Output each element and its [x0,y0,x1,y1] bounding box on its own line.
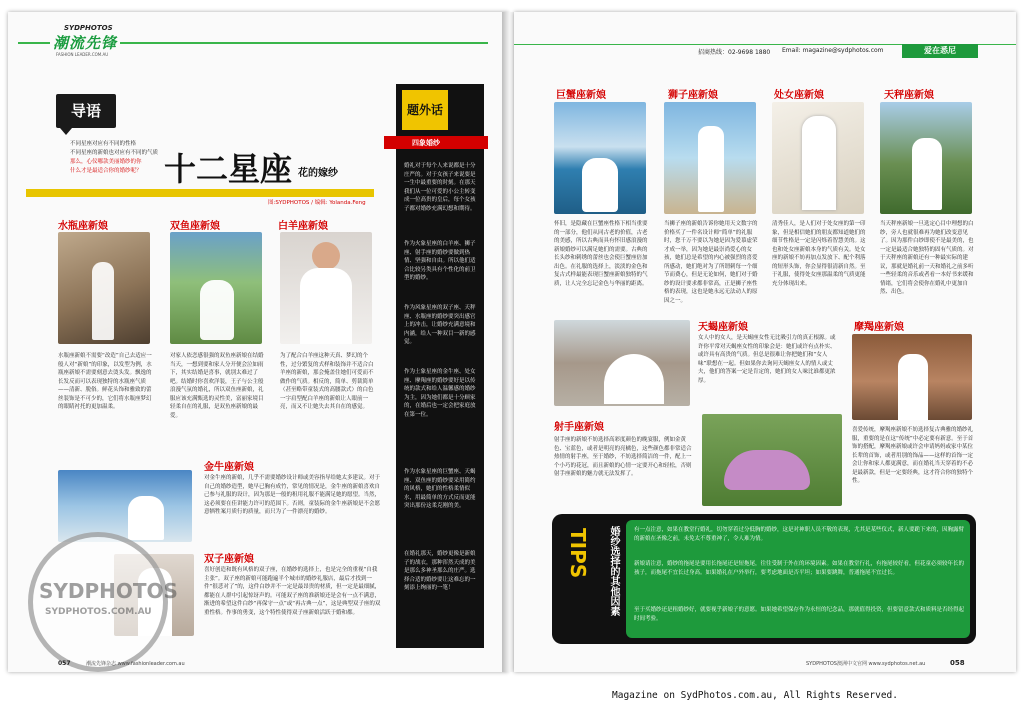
hotline: 招商热线：02-9698 1880 [698,49,771,56]
bride-dress-shape [92,262,114,340]
footer-right: SYDPHOTOS澳洲中文官网 www.sydphotos.net.au [806,661,926,667]
tips-vertical-title: 婚纱选择的其他因素 [608,526,619,616]
photo-virgo-bride [772,102,864,214]
section-title-libra: 天秤座新娘 [884,90,934,101]
sidebar-paragraph: 作为水象星座的巨蟹座、天蝎座、双鱼座的婚纱要采用简约的风格，她们的性格柔情似水，用最简单的方式反而更能突出那份这柔克刚的美。 [404,469,476,509]
section-title-sagittarius: 射手座新娘 [554,422,604,433]
intro-line: 什么才是最适合你的婚纱呢？ [70,168,142,174]
main-title: 十二星座 [164,150,293,188]
photo-capricorn-bride [852,334,972,420]
bride-dress-shape [912,138,942,210]
intro-line: 不同星座对应有不同的性格 [70,141,137,147]
section-title-aquarius: 水瓶座新娘 [58,221,108,232]
tips-label: TIPS [566,528,590,579]
section-title-aries: 白羊座新娘 [278,221,328,232]
photo-aries-bride [280,232,372,344]
photo-libra-bride [880,102,972,214]
intro-label: 导语 [56,94,116,128]
bride-dress-shape [128,496,164,540]
brand-small: SYDPHOTOS [64,24,113,32]
email: Email: magazine@sydphotos.com [782,47,884,54]
sidebar-paragraph: 作为土象星座的金牛座、处女座、摩羯座的婚纱要好是以传统的款式和给人温馨感的婚纱为主，因为她们都是十分顾家的，在婚后也一定会把家庭放在第一位。 [404,369,476,418]
bride-face-shape [312,242,340,270]
section-text-sagittarius: 射手座的新娘不妨选择高彩度颜色的晚宴服，例如金黄色、宝蓝色，或者是明亮的亮橘色，这些颜色都非常适合热情的射手座，至于婚纱，不妨选择简洁的一件，配上一个小巧的花冠，而且新娘的心情一定要开心和轻松，否则射手座新娘的魅力就无法发挥了。 [554,437,692,477]
tips-paragraph: 新娘请注意，婚纱的拖尾是要用长拖尾还是短拖尾，往往受制于外在的环境因素。如果在教堂行礼，有拖尾较好看，但花童必须较年长的孩子，而拖尾不宜长过身高。如果婚礼在户外举行，要考虑地面是否平坦；如果要跳舞，普通拖尾不宜过长。 [634,561,964,576]
section-text-aquarius: 水瓶座新娘不需要“改造”自己去适应一般人对“新娘”的印象，以发型为例，水瓶座新娘不需要刻意去烫头发。飘逸的长发反而可以表现独特的水瓶座气质——清新、脱俗。鲜花头饰和雅致的蕾丝装饰是不可少的，它们将水瓶座梦幻的眼睛衬托的更加温柔。 [58,353,152,410]
photo-scorpio-bride [554,320,690,406]
sidebar-ribbon: 四象婚纱 [412,139,440,147]
photo-sagittarius-bride [702,414,842,506]
page-number-right: 058 [950,659,965,667]
photo-taurus-bride [58,470,192,542]
section-title-virgo: 处女座新娘 [774,90,824,101]
sidebar-paragraph: 作为风象星座的双子座、天秤座、水瓶座的婚纱要突出感官上的冲击，让婚纱充满意境和内涵，给人一种双目一新的感觉。 [404,305,476,345]
section-title-leo: 狮子座新娘 [668,90,718,101]
section-title-capricorn: 摩羯座新娘 [854,322,904,333]
credit: 图:SYDPHOTOS / 编辑: Yolanda.Feng [268,200,366,206]
footer-left: 潮流先锋杂志 www.fashionleader.com.au [86,661,185,667]
magazine-spread [8,12,1016,672]
photo-pisces-bride [170,232,262,344]
section-title-pisces: 双鱼座新娘 [170,221,220,232]
section-text-virgo: 清秀佳人，是人们对于处女座的第一印象，但是相信她们的朋友都知道她们的细节性格是一定是闪烁着智慧美的。这也和处女座新娘本身的气质有关。处女座的新娘不妨再加点发放下、配个利落的短形头饰，你会显得很清新自然。至于礼服，使得处女座那温柔的气质更能充分体现出来。 [772,221,866,287]
bride-dress-shape [604,354,664,404]
sidebar-paragraph: 在婚礼那天，婚纱更像是新娘子的战衣，那种浑然天成的美是那么多神圣那么的庄严。选择合适的婚纱要让这难忘的一刻添上绚丽的一笔！ [404,551,476,591]
intro-line: 不同星座的新娘也对应有不同的气质 [70,150,159,156]
brand-logo: 潮流先锋 [50,32,120,53]
sidebar-paragraph: 婚礼对于每个人来说都是十分庄严的。对于女孩子来说要是一生中最重要的时刻。在那天我们从一位可爱的小公主转变成一位高贵的皇后，每个女孩子都对婚纱充满幻想和期待。 [404,163,476,212]
right-page [514,12,1016,672]
section-text-pisces: 对家人依恋感很强的双鱼座新娘在结婚当天，一想到要和家人分开便会泣如雨下，其实结婚是喜事，就别太难过了吧。结婚时你喜欢洋装，王子与公主般浪漫气氛的婚礼，所以双鱼座新娘，礼服应该充满甄选的灵性美，富丽家境目轻柔自在的礼服，是双鱼座新娘的最爱。 [170,353,264,419]
photo-cancer-bride [554,102,646,214]
section-tab: 爱在悉尼 [902,44,978,58]
photo-leo-bride [664,102,756,214]
section-text-leo: 当狮子座的新娘告诉你她用天文数字的价格买了一件名设计师“简单”的礼服时，您千万不要以为她是因为爱慕虚荣才成一举，因为她是最崇尚爱心的女孩，她们总是希望的内心被强烈的喜爱所感动，她们绝对为了所谓刺每一个细节而费心，但是无论如何，她们对于婚纱的设计要求都非常高，正是狮子座性格的表现，这也是她永远无法动人的原因之一。 [664,221,758,304]
bride-dress-shape [802,116,836,210]
section-text-gemini: 喜好创造和既有风格的双子座，在婚纱的选择上，也是完全的重视“自我主张”。双子座的新娘可能跑遍半个城市的婚纱礼服店，最后才找到一件“很悲对了”的，这件白纱并不一定是最昂贵的材质，但一定是最细腻，都能在人群中引起惊讶声的。可能双子座的准新娘还是会有一点不满意，渐进的希望这件白纱“再保守一点”或“再古典一点”，这是典型双子座的双重性格。作事的勇变，这个特性使得双子座新娘活跃于婚和都。 [204,567,381,616]
main-title-sub: 花的嫁纱 [298,168,338,179]
brand-sub: FASHION LEADER.COM.AU [56,52,109,57]
bride-dress-shape [724,450,810,490]
sidebar-paragraph: 作为火象星座的白羊座、狮子座、射手座的婚纱要做到热情、坚强和自由。所以他们适合比较另类具有个性化的前卫型的婚纱。 [404,241,476,281]
photo-aquarius-bride [58,232,150,344]
watermark-text: SYDPHOTOS [39,579,178,603]
section-text-capricorn: 喜爱传统，摩羯座新娘不妨选择复古典雅的婚纱礼服，重要的是在这“传统”中必定要有新意。至于首饰的搭配，摩羯座新娘或许会申请妈妈或家中某位长辈的首饰，或者用别的饰品——这样的首饰一定会让你和家人都更满意，而在婚礼当天穿着的不必是最新款，但是一定要经典，这才符合你的独特个性。 [852,427,974,484]
tips-paragraph: 至于买婚纱还是租婚纱好，就要视乎新娘子的意愿。如果她希望保存作为永恒的纪念品，那就值得投资，但要留意款式和质料是否经得起时间考验。 [634,607,964,622]
bride-dress-shape [300,268,352,344]
intro-pointer [60,128,72,135]
bride-dress-shape [898,354,928,420]
intro-line: 那么，心仪哪款美丽婚纱的你 [70,159,142,165]
section-title-cancer: 巨蟹座新娘 [556,90,606,101]
section-text-taurus: 对金牛座的新娘，几乎不需要婚纱设计师或美容指导给她太多建议。对于自己的婚纱造型，她早已胸有成竹，常见的情况是，金牛座的新娘喜欢自己参与礼服的设计，因为那是一般的租用礼服不能满足她的愿望。当然，这必须要在佳讲能力许可的范围下。否则，童装际的金牛座新娘是不会愿意牺牲案月质行的质量，而只为了一件漂亮的婚纱。 [204,475,381,515]
section-text-scorpio: 女人中的女人，是天蝎座女性无比吸引力的真正根源。或许你平常对天蝎座女性的印象会是：她们或许有点朴实、或许具有高贵的气质。但总是很难让你把她们和“女人味”联想在一起。但如果你去询问天蝎座女人的情人或丈夫，他们的答案一定是肯定的，她们的女人味比谁都更浓厚。 [698,335,836,384]
section-title-gemini: 双子座新娘 [204,554,254,565]
section-text-cancer: 怀旧，是隐藏在巨蟹座性格下相当重要的一部分，他们从同古老的价值，古老的美感，所以古典而具有怀旧感浪漫的新娘婚纱可以满足她们的需要。古典的长头纱和刺绣的蕾丝也会使巨蟹座倍加出色。在礼服的选择上，淡淡的金色和复古式样最能表现巨蟹座新娘独特的气质，让人完全忘记金色与华丽的距离。 [554,221,648,287]
section-title-scorpio: 天蝎座新娘 [698,322,748,333]
bride-dress-shape [698,126,724,212]
left-page [8,12,508,672]
title-bar [26,189,374,197]
watermark-url: SYDPHOTOS.COM.AU [45,607,152,617]
section-text-aries: 为了配合白羊座这种天真、梦幻的个性，过分繁复的式样和装饰并不适合白羊座的新娘，那会掩盖住她们可爱而不做作的气质。相反的，简单、剪裁简单（甚至略带童装式的高腰款式）的白色一字肩型配白羊座的新娘让人眼前一亮，而又不让她失去其自在的感觉。 [280,353,374,410]
bride-dress-shape [582,158,618,212]
section-title-taurus: 金牛座新娘 [204,462,254,473]
copyright-notice: Magazine on SydPhotos.com.au, All Rights Reserved. [612,690,898,701]
bride-dress-shape [200,280,234,340]
tips-paragraph: 有一点注意，如果在教堂行婚礼，切勿穿着过分低胸的婚纱，这是对神职人员不敬的表现，尤其是某些仪式，新人要跪下来的，因胸露臂的新娘在圣像之前，未免太不尊重神了，令人难为情。 [634,527,964,542]
page-number-left: 057 [58,660,71,667]
sidebar-label: 题外话 [402,90,448,130]
watermark-seal [28,532,178,672]
section-text-libra: 当天秤座新娘一旦选定心目中理想的白纱，旁人也就很难再为她们改变意见了。因为那件白纱即使不是最美的，也一定是最适合她独特的固有气质的。对于天秤座的新娘还有一种最实际的建议，那就是婚礼前一天和婚礼之前多听一些轻柔的音乐或者看一本好书来缓和情绪，它们将会使你在婚礼中更加自然、出色。 [880,221,974,295]
